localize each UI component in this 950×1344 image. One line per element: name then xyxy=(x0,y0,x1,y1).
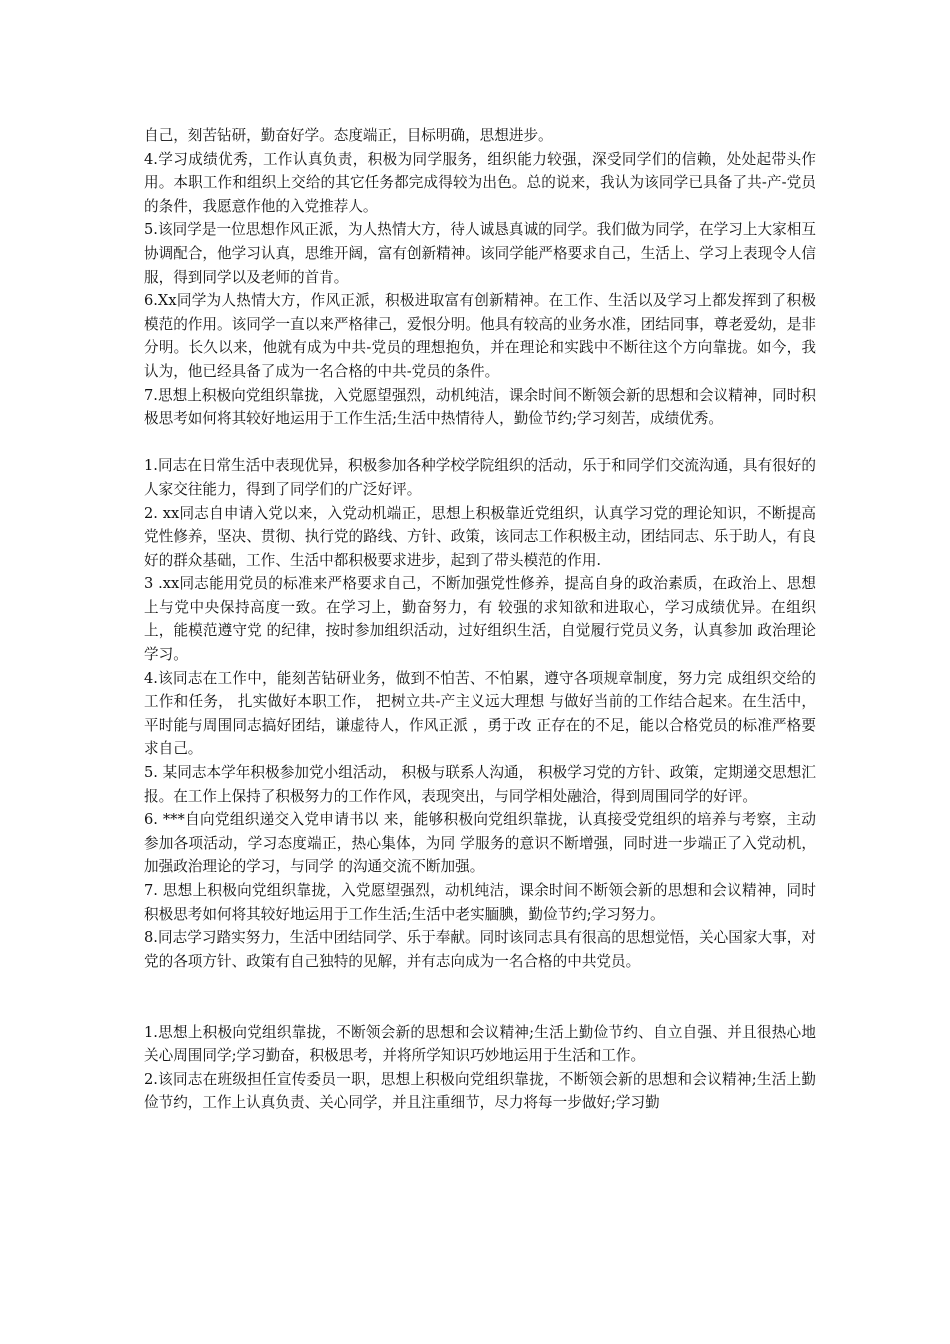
paragraph: 2. xx同志自申请入党以来，入党动机端正，思想上积极靠近党组织，认真学习党的理论知识，不断提高党性修养，坚决、贯彻、执行党的路线、方针、政策，该同志工作积极主动，团结同志、乐于助人，有良好的群众基础，工作、生活中都积极要求进步，起到了带头模范的作用. xyxy=(144,504,816,569)
section-1 xyxy=(144,124,816,431)
paragraph: 6. ***自向党组织递交入党申请书以 来，能够积极向党组织靠拢，认真接受党组织的培养与考察，主动参加各项活动，学习态度端正，热心集体，为同 学服务的意识不断增强，同时进一步端正了入党动机，加强政治理论的学习，与同学 的沟通交流不断加强。 xyxy=(144,811,816,876)
section-3 xyxy=(144,1021,816,1115)
paragraph: 5. 某同志本学年积极参加党小组活动， 积极与联系人沟通， 积极学习党的方针、政策，定期递交思想汇报。在工作上保持了积极努力的工作作风，表现突出，与同学相处融洽，得到周围同学的好评。 xyxy=(144,764,816,805)
paragraph: 7. 思想上积极向党组织靠拢，入党愿望强烈，动机纯洁，课余时间不断领会新的思想和会议精神，同时积极思考如何将其较好地运用于工作生活;生活中老实腼腆，勤俭节约;学习努力。 xyxy=(144,882,816,923)
paragraph: 4.学习成绩优秀，工作认真负责，积极为同学服务，组织能力较强，深受同学们的信赖，处处起带头作用。本职工作和组织上交给的其它任务都完成得较为出色。总的说来，我认为该同学已具备了共-产-党员的条件，我愿意作他的入党推荐人。 xyxy=(144,150,816,215)
paragraph: 5.该同学是一位思想作风正派，为人热情大方，待人诚恳真诚的同学。我们做为同学，在学习上大家相互协调配合，他学习认真，思维开阔，富有创新精神。该同学能严格要求自己，生活上、学习上表现令人信服，得到同学以及老师的首肯。 xyxy=(144,221,816,286)
section-2 xyxy=(144,454,816,973)
document-page xyxy=(144,124,816,1115)
paragraph: 1.思想上积极向党组织靠拢，不断领会新的思想和会议精神;生活上勤俭节约、自立自强、并且很热心地关心周围同学;学习勤奋，积极思考，并将所学知识巧妙地运用于生活和工作。 xyxy=(144,1023,816,1065)
paragraph: 2.该同志在班级担任宣传委员一职，思想上积极向党组织靠拢，不断领会新的思想和会议精神;生活上勤俭节约，工作上认真负责、关心同学，并且注重细节，尽力将每一步做好;学习勤 xyxy=(144,1070,816,1112)
paragraph: 自己，刻苦钻研，勤奋好学。态度端正，目标明确，思想进步。 xyxy=(144,127,553,144)
section-gap xyxy=(144,431,816,455)
paragraph: 3 .xx同志能用党员的标准来严格要求自己，不断加强党性修养，提高自身的政治素质，在政治上、思想上与党中央保持高度一致。在学习上，勤奋努力，有 较强的求知欲和进取心，学习成绩优异。在组织上，能模范遵守党 的纪律，按时参加组织活动，过好组织生活，自觉履行党员义务，认真参加 政治理论学习。 xyxy=(144,575,816,664)
paragraph: 7.思想上积极向党组织靠拢，入党愿望强烈，动机纯洁，课余时间不断领会新的思想和会议精神，同时积极思考如何将其较好地运用于工作生活;生活中热情待人，勤俭节约;学习刻苦，成绩优秀。 xyxy=(144,386,816,428)
section-gap xyxy=(144,973,816,1020)
paragraph: 6.Xx同学为人热情大方，作风正派，积极进取富有创新精神。在工作、生活以及学习上都发挥到了积极模范的作用。该同学一直以来严格律己，爱恨分明。他具有较高的业务水准，团结同事，尊老爱幼，是非分明。长久以来，他就有成为中共-党员的理想抱负，并在理论和实践中不断往这个方向靠拢。如今，我认为，他已经具备了成为一名合格的中共-党员的条件。 xyxy=(144,292,816,380)
paragraph: 4.该同志在工作中，能刻苦钻研业务，做到不怕苦、不怕累，遵守各项规章制度，努力完 成组织交给的工作和任务， 扎实做好本职工作， 把树立共-产主义远大理想 与做好当前的工作结合起来。在生活中，平时能与周围同志搞好团结，谦虚待人，作风正派 ，勇于改 正存在的不足，能以合格党员的标准严格要求自己。 xyxy=(144,669,816,758)
paragraph: 1.同志在日常生活中表现优异，积极参加各种学校学院组织的活动，乐于和同学们交流沟通，具有很好的人家交往能力，得到了同学们的广泛好评。 xyxy=(144,457,816,498)
paragraph: 8.同志学习踏实努力，生活中团结同学、乐于奉献。同时该同志具有很高的思想觉悟，关心国家大事，对党的各项方针、政策有自己独特的见解，并有志向成为一名合格的中共党员。 xyxy=(144,929,816,970)
